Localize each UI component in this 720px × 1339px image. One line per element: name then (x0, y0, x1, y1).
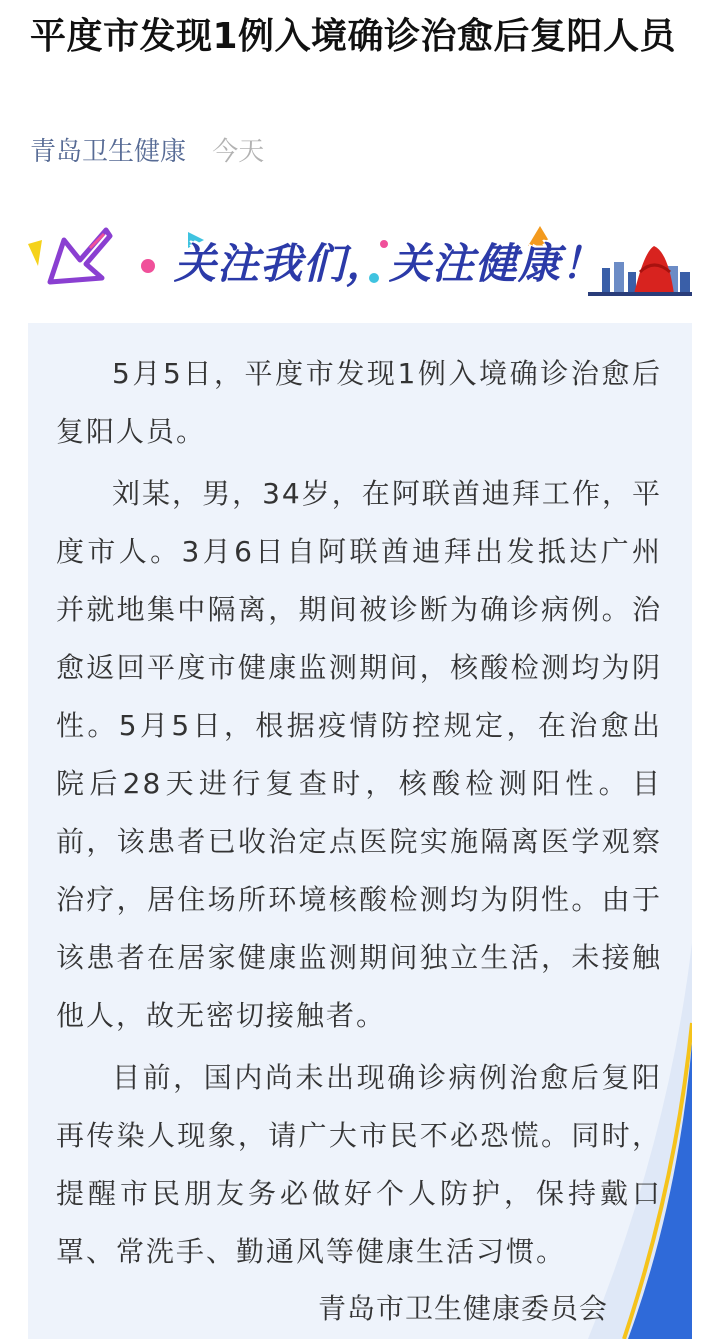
pink-dot-shape (141, 259, 155, 273)
publish-date: 今天 (212, 137, 265, 167)
banner-image (28, 222, 692, 302)
paragraph: 5月5日，平度市发现1例入境确诊治愈后复阳人员。 (56, 357, 662, 448)
article-body (56, 345, 662, 1285)
content-panel (28, 323, 692, 1339)
signature: 青岛市卫生健康委员会 (318, 1292, 609, 1325)
article-title: 平度市发现1例入境确诊治愈后复阳人员 (30, 16, 677, 57)
cursor-arrow-icon (50, 230, 110, 282)
article-meta (30, 134, 264, 170)
banner-slogan: 关注我们，关注健康！ (174, 239, 605, 288)
paragraph: 刘某，男，34岁，在阿联酋迪拜工作，平度市人。3月6日自阿联酋迪拜出发抵达广州并就地集中隔离，期间被诊断为确诊病例。治愈返回平度市健康监测期间，核酸检测均为阴性。5月5日，根据疫情防控规定，在治愈出院后28天进行复查时，核酸检测阳性。目前，该患者已收治定点医院实施隔离医学观察治疗，居住场所环境核酸检测均为阴性。由于该患者在居家健康监测期间独立生活，未接触他人，故无密切接触者。 (56, 477, 662, 1032)
yellow-triangle-shape (28, 240, 42, 266)
account-name-link[interactable]: 青岛卫生健康 (30, 137, 187, 167)
paragraph: 目前，国内尚未出现确诊病例治愈后复阳再传染人现象，请广大市民不必恐慌。同时，提醒市民朋友务必做好个人防护，保持戴口罩、常洗手、勤通风等健康生活习惯。 (56, 1061, 662, 1268)
